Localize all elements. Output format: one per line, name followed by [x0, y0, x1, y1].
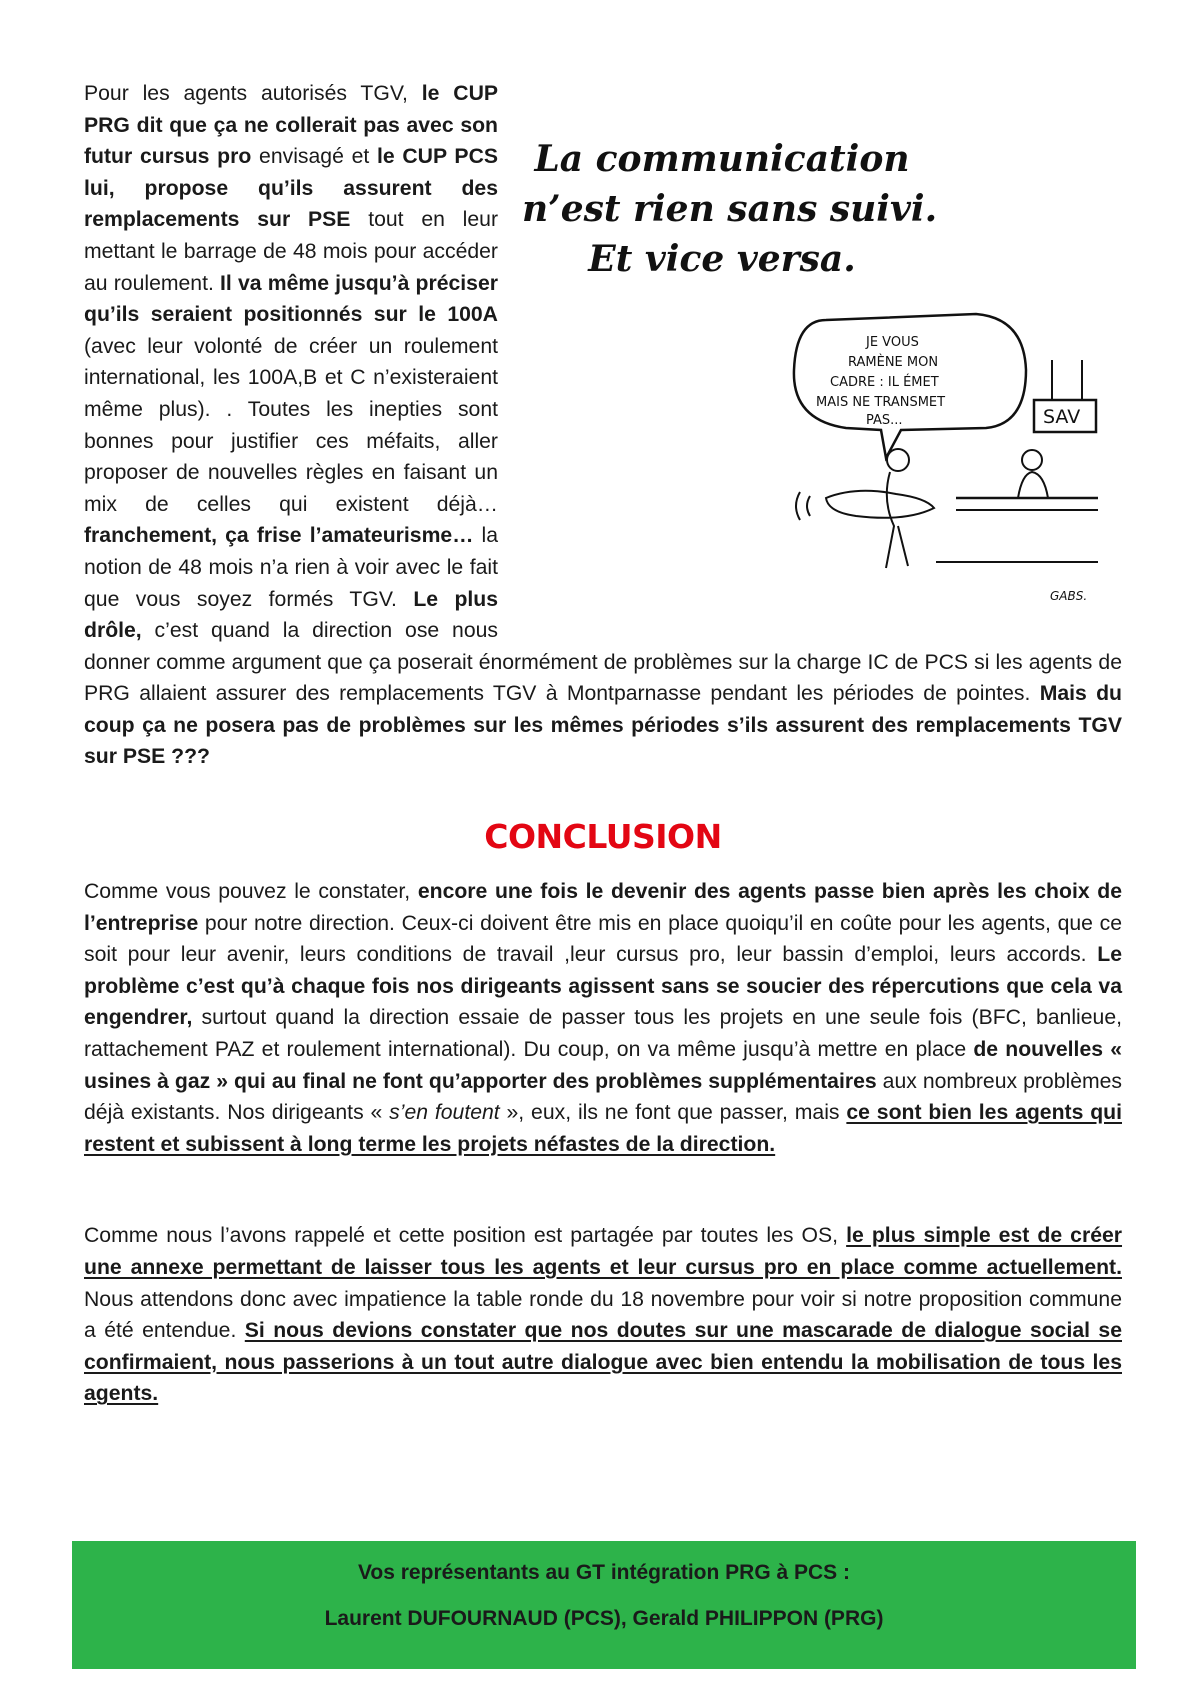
- conclusion-heading: CONCLUSION: [484, 817, 722, 857]
- conclusion-paragraph: Comme vous pouvez le constater, encore une fois le devenir des agents passe bien après les choix de l’entreprise pour notre direction. Ceux-ci doivent être mis en place quoiqu’il en coûte pour les agents, que ce soit pour leur avenir, leurs conditions de travail ,leur cursus pro, leur bassin d’emploi, leurs accords. Le problème c’est qu’à chaque fois nos dirigeants agissent sans se soucier des répercutions que cela va engendrer, surtout quand la direction essaie de passer tous les projets en une seule fois (BFC, banlieue, rattachement PAZ et roulement international). Du coup, on va même jusqu’à mettre en place de nouvelles « usines à gaz » qui au final ne font qu’apporter des problèmes supplémentaires aux nombreux problèmes déjà existants. Nos dirigeants « s’en foutent », eux, ils ne font que passer, mais ce sont bien les agents qui restent et subissent à long terme les projets néfastes de la direction.: [84, 880, 1123, 1156]
- cartoon-drawing: [786, 300, 1106, 620]
- cartoon-signature: GABS.: [1050, 589, 1088, 603]
- bubble-text-4: MAIS NE TRANSMET: [816, 395, 946, 410]
- bubble-text-1: JE VOUS: [866, 335, 919, 350]
- bubble-text-3: CADRE : IL ÉMET: [830, 375, 939, 390]
- final-paragraph: Comme nous l’avons rappelé et cette position est partagée par toutes les OS, le plus simple est de créer une annexe permettant de laisser tous les agents et leur cursus pro en place comme actuellement. Nous attendons donc avec impatience la table ronde du 18 novembre pour voir si notre proposition commune a été entendue. Si nous devions constater que nos doutes sur une mascarade de dialogue social se confirmaient, nous passerions à un tout autre dialogue avec bien entendu la mobilisation de tous les agents.: [84, 1224, 1123, 1406]
- caption-line-2: n’est rien sans suivi.: [522, 188, 938, 230]
- caption-line-1: La communication: [534, 138, 910, 180]
- bubble-text-2: RAMÈNE MON: [848, 355, 939, 370]
- representatives-banner: [72, 1541, 1136, 1669]
- document-page: [84, 78, 1122, 1410]
- banner-line-1: Vos représentants au GT intégration PRG à PCS :: [357, 1561, 851, 1584]
- caption-line-3: Et vice versa.: [588, 238, 856, 280]
- banner-line-2: Laurent DUFOURNAUD (PCS), Gerald PHILIPPON (PRG): [324, 1607, 884, 1630]
- intro-paragraph: Pour les agents autorisés TGV, le CUP PRG dit que ça ne collerait pas avec son futur cursus pro envisagé et le CUP PCS lui, propose qu’ils assurent des remplacements sur PSE tout en leur mettant le barrage de 48 mois pour accéder au roulement. Il va même jusqu’à préciser qu’ils seraient positionnés sur le 100A (avec leur volonté de créer un roulement international, les 100A,B et C n’existeraient même plus). . Toutes les inepties sont bonnes pour justifier ces méfaits, aller proposer de nouvelles règles en faisant un mix de celles qui existent déjà… franchement, ça frise l’amateurisme… la notion de 48 mois n’a rien à voir avec le fait que vous soyez formés TGV. Le plus drôle, c’est quand la direction ose nous donner comme argument que ça poserait énormément de problèmes sur la charge IC de PCS si les agents de PRG allaient assurer des remplacements TGV à Montparnasse pendant les périodes de pointes. Mais du coup ça ne posera pas de problèmes sur les mêmes périodes s’ils assurent des remplacements TGV sur PSE ???: [84, 82, 1123, 769]
- bubble-text-5: PAS...: [866, 413, 903, 428]
- cartoon-caption: [522, 134, 938, 284]
- sav-sign-text: SAV: [1043, 406, 1081, 428]
- cartoon-illustration: [522, 82, 1122, 626]
